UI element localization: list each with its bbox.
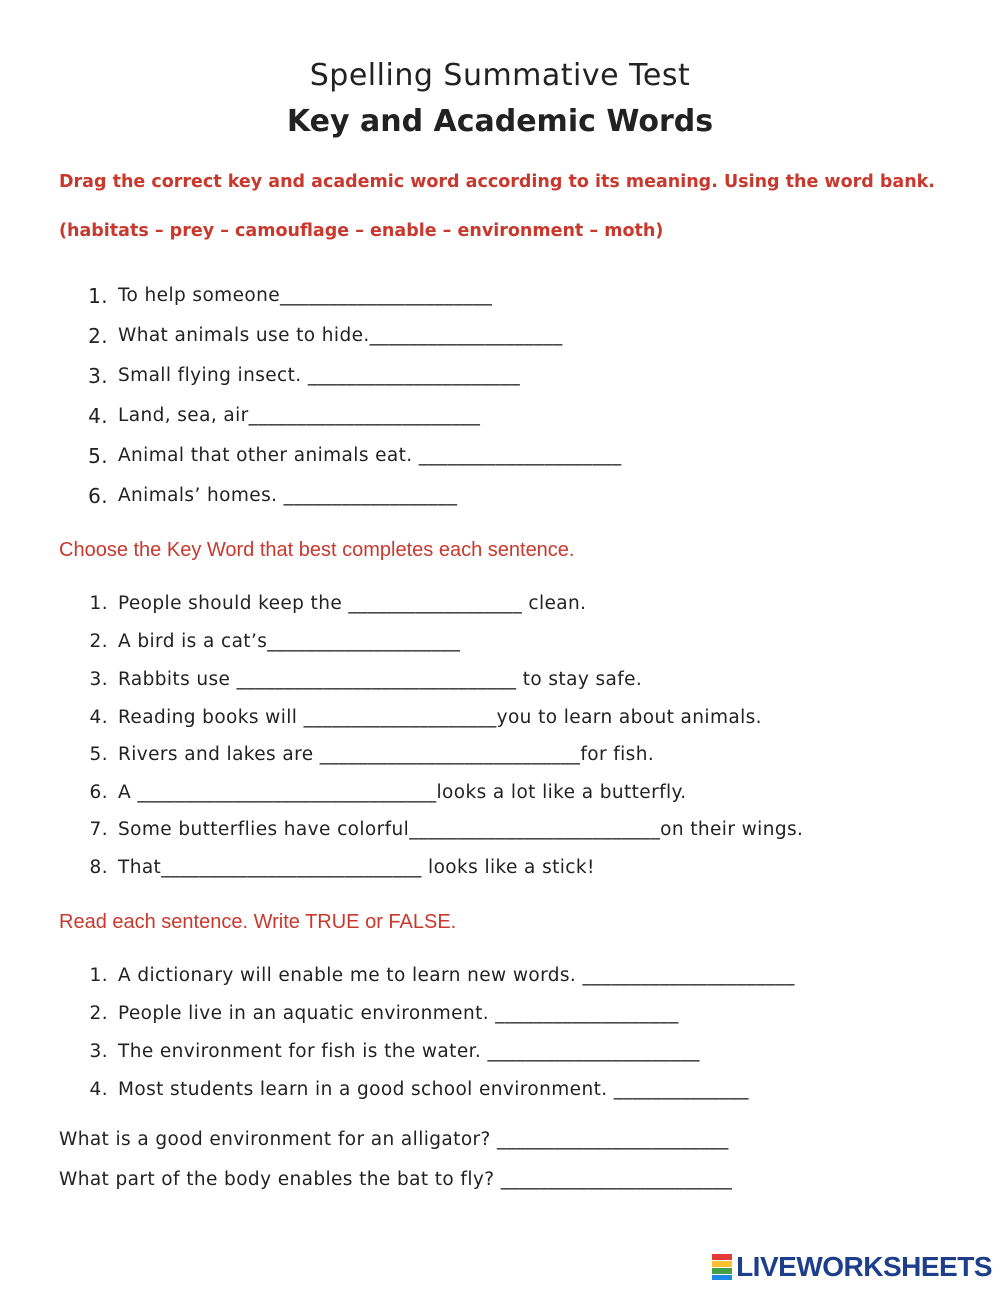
- item-text[interactable]: A dictionary will enable me to learn new words. ______________________: [118, 965, 795, 986]
- item-text[interactable]: Some butterflies have colorful__________________________on their wings.: [118, 819, 804, 840]
- item-text[interactable]: Rivers and lakes are ___________________________for fish.: [118, 744, 655, 765]
- item-text[interactable]: The environment for fish is the water. ______________________: [118, 1041, 700, 1062]
- item-number: 1.: [89, 965, 108, 986]
- item-number: 3.: [89, 1041, 108, 1062]
- item-number: 7.: [89, 819, 108, 840]
- item-text[interactable]: Small flying insect. ______________________: [118, 365, 521, 386]
- item-text[interactable]: People live in an aquatic environment. ___________________: [118, 1003, 679, 1024]
- item-number: 4.: [89, 707, 108, 728]
- item-text[interactable]: What animals use to hide.____________________: [118, 325, 563, 346]
- item-number: 1.: [88, 284, 108, 308]
- item-number: 6.: [89, 782, 108, 803]
- item-number: 5.: [89, 744, 108, 765]
- item-number: 2.: [88, 324, 108, 348]
- extra-question-alligator[interactable]: What is a good environment for an alligator? ________________________: [59, 1129, 729, 1150]
- item-number: 3.: [88, 364, 108, 388]
- test-title: Spelling Summative Test: [309, 58, 691, 93]
- item-number: 2.: [89, 1003, 108, 1024]
- item-number: 3.: [89, 669, 108, 690]
- item-text[interactable]: Most students learn in a good school environment. ______________: [118, 1079, 749, 1100]
- item-number: 8.: [89, 857, 108, 878]
- item-text[interactable]: A _______________________________looks a lot like a butterfly.: [118, 782, 687, 803]
- section-heading-key-word: Choose the Key Word that best completes each sentence.: [59, 539, 575, 561]
- item-text[interactable]: A bird is a cat’s____________________: [118, 631, 461, 652]
- item-text[interactable]: That___________________________ looks like a stick!: [118, 857, 595, 878]
- item-text[interactable]: Animal that other animals eat. _____________________: [118, 445, 622, 466]
- item-number: 6.: [88, 484, 108, 508]
- item-text[interactable]: Rabbits use _____________________________ to stay safe.: [118, 669, 643, 690]
- section-heading-true-false: Read each sentence. Write TRUE or FALSE.: [59, 911, 457, 933]
- item-text[interactable]: Animals’ homes. __________________: [118, 485, 458, 506]
- item-number: 2.: [89, 631, 108, 652]
- item-number: 4.: [89, 1079, 108, 1100]
- item-text[interactable]: People should keep the __________________ clean.: [118, 593, 587, 614]
- test-subtitle: Key and Academic Words: [286, 104, 714, 139]
- liveworksheets-logo: [712, 1251, 992, 1283]
- item-number: 4.: [88, 404, 108, 428]
- item-number: 1.: [89, 593, 108, 614]
- item-text[interactable]: Land, sea, air________________________: [118, 405, 481, 426]
- liveworksheets-wordmark: LIVEWORKSHEETS: [736, 1251, 992, 1282]
- instructions: Drag the correct key and academic word according to its meaning. Using the word bank. (habitats – prey – camouflage – enable – environment – moth): [59, 172, 935, 241]
- liveworksheets-icon: [712, 1254, 732, 1280]
- item-number: 5.: [88, 444, 108, 468]
- item-text[interactable]: To help someone______________________: [118, 285, 493, 306]
- extra-question-bat[interactable]: What part of the body enables the bat to fly? ________________________: [59, 1169, 733, 1190]
- item-text[interactable]: Reading books will ____________________you to learn about animals.: [118, 707, 762, 728]
